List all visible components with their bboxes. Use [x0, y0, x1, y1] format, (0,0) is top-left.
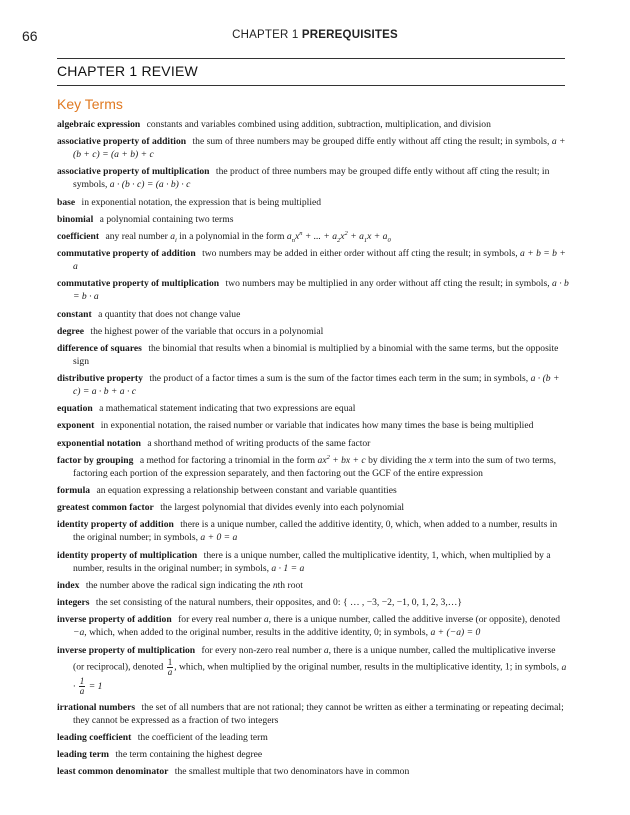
term-definition: the set consisting of the natural numbers, their opposites, and 0: [95, 596, 341, 608]
term-name: exponential notation [57, 437, 141, 449]
term-name: commutative property of multiplication [57, 278, 220, 290]
term-name: distributive property [57, 373, 143, 385]
term-name: identity property of multiplication [57, 549, 198, 561]
term-formula: a + (b + c) = (a + b) + c [73, 136, 566, 161]
term-name: leading coefficient [57, 731, 132, 743]
term-formula: a + (−a) = 0 [430, 627, 481, 639]
term-definition: the number above the radical sign indicating the [85, 579, 271, 591]
term-definition: , there is a unique number, called the multiplicative inverse (or reciprocal), denoted [73, 645, 556, 674]
term-entry [57, 230, 569, 243]
term-variable: n [272, 579, 278, 591]
term-entry [57, 402, 569, 415]
term-definition: constants and variables combined using addition, subtraction, multiplication, and division [146, 119, 491, 130]
term-entry [57, 372, 569, 398]
term-entry [57, 765, 569, 778]
term-entry [57, 118, 569, 131]
term-definition: for every non-zero real number [201, 645, 322, 657]
term-entry [57, 549, 569, 575]
fraction-one-over-a: $\frac{1}{a}$ [167, 657, 173, 678]
term-entry [57, 501, 569, 514]
term-definition: there is a unique number, called the multiplicative identity, 1, which, when multiplied by a number, results in the original number; in symbols, [73, 549, 551, 574]
running-header [0, 28, 630, 48]
term-entry: index the number above the radical sign indicating the nth root [57, 579, 303, 591]
term-name: least common denominator [57, 766, 169, 778]
term-definition: in exponential notation, the expression that is being multiplied [81, 196, 322, 208]
term-definition: for every real number [178, 614, 262, 626]
term-name: degree [57, 325, 84, 337]
term-name: greatest common factor [57, 502, 154, 514]
term-definition: a method for factoring a trinomial in the form [139, 454, 316, 466]
term-definition: an equation expressing a relationship between constant and variable quantities [96, 485, 397, 496]
term-name: irrational numbers [57, 701, 136, 713]
term-definition: the coefficient of the leading term [137, 731, 268, 743]
term-entry [57, 165, 569, 191]
key-terms-list [57, 118, 569, 782]
term-definition: , which, when added to the original number, results in the additive identity, 0; in symbols, [84, 627, 429, 639]
term-definition: by dividing the [368, 454, 427, 466]
section-header [57, 58, 565, 86]
term-entry [57, 437, 569, 450]
term-name: equation [57, 403, 93, 415]
term-definition: a shorthand method of writing products of the same factor [147, 437, 371, 449]
chapter-title: PREREQUISITES [301, 29, 398, 41]
term-definition: the product of a factor times a sum is the sum of the factor times each term in the sum; in symbols, [149, 373, 529, 385]
term-entry [57, 247, 569, 273]
term-definition: a quantity that does not change value [98, 308, 241, 320]
term-name: index [57, 579, 80, 591]
term-formula: a · $\frac{1}{a}$ = 1 [73, 662, 567, 697]
term-formula: $ax^2$ + bx + c [317, 453, 366, 466]
term-definition: in exponential notation, the raised number or variable that indicates how many times the base is being multiplied [100, 420, 534, 432]
term-definition: any real number [105, 230, 168, 242]
term-formula: { … , −3, −2, −1, 0, 1, 2, 3,…} [342, 596, 462, 608]
term-entry [57, 419, 569, 432]
term-entry [57, 731, 569, 744]
term-definition: the set of all numbers that are not rational; they cannot be written as either a terminating or repeating decimal; they cannot be expressed as a fraction of two integers [73, 701, 564, 726]
term-definition: there is a unique number, called the additive identity, 0, which, when added to a number, results in the original number; in symbols, [73, 519, 558, 544]
term-definition: the term containing the highest degree [115, 748, 263, 760]
term-name: constant [57, 308, 92, 320]
term-entry [57, 342, 569, 368]
term-definition: root [287, 579, 303, 591]
term-definition: the highest power of the variable that occurs in a polynomial [90, 325, 324, 337]
term-entry [57, 613, 569, 639]
term-definition: , there is a unique number, called the additive inverse (or opposite), denoted [268, 614, 561, 626]
key-terms-heading: Key Terms [57, 96, 123, 112]
term-variable: x [428, 454, 433, 466]
term-name: leading term [57, 748, 109, 760]
term-name: inverse property of addition [57, 614, 172, 626]
term-entry [57, 196, 569, 209]
term-formula: $a_i$ [170, 230, 177, 244]
term-name: coefficient [57, 230, 100, 242]
term-name: associative property of addition [57, 136, 187, 148]
term-definition: a polynomial containing two terms [99, 213, 234, 225]
term-entry [57, 135, 569, 161]
term-variable: a [263, 614, 269, 626]
term-entry [57, 484, 569, 497]
term-name: algebraic expression [57, 119, 141, 130]
term-variable: a [323, 645, 329, 657]
term-name: inverse property of multiplication [57, 645, 196, 657]
term-name: difference of squares [57, 342, 142, 354]
chapter-label [0, 29, 630, 41]
term-entry [57, 213, 569, 226]
term-definition: the sum of three numbers may be grouped diffe ently without aff cting the result; in symbols, [192, 136, 550, 148]
term-definition: term into the sum of two terms, factoring each portion of the expression separately, and then factoring out the GCF of the entire expression [73, 454, 556, 479]
term-name: associative property of multiplication [57, 166, 210, 178]
term-definition: two numbers may be multiplied in any order without aff cting the result; in symbols, [225, 278, 550, 290]
term-definition: the binomial that results when a binomial is multiplied by a binomial with the same terms, but the opposite sign [73, 342, 559, 367]
term-definition: in a polynomial in the form [179, 230, 285, 242]
term-entry [57, 454, 569, 480]
section-title: CHAPTER 1 REVIEW [57, 63, 198, 79]
term-name: commutative property of addition [57, 248, 196, 260]
term-name: integers [57, 596, 90, 608]
chapter-number: CHAPTER 1 [232, 29, 299, 41]
term-formula: a + b = b + a [73, 248, 566, 273]
term-name: base [57, 196, 76, 208]
term-formula: a · (b + c) = a · b + a · c [73, 373, 560, 398]
term-name: factor by grouping [57, 454, 134, 466]
page-number: 66 [22, 28, 38, 44]
term-entry [57, 308, 569, 321]
term-entry [57, 643, 569, 696]
term-definition: two numbers may be added in either order without aff cting the result; in symbols, [202, 248, 518, 260]
term-entry [57, 325, 569, 338]
term-name: formula [57, 485, 91, 496]
term-name: binomial [57, 213, 94, 225]
term-entry [57, 748, 569, 761]
term-definition: the largest polynomial that divides evenly into each polynomial [160, 502, 405, 514]
term-definition: the product of three numbers may be grouped diffe ently without aff cting the result; in symbols, [73, 166, 550, 191]
term-definition: the smallest multiple that two denominators have in common [174, 766, 410, 778]
term-name: exponent [57, 420, 95, 432]
term-formula: a · b = b · a [73, 278, 569, 303]
term-definition: a mathematical statement indicating that two expressions are equal [99, 403, 356, 415]
term-formula: a · (b · c) = (a · b) · c [109, 179, 191, 191]
term-formula: $a_nx^n$ + ... + $a_2x^2 + a_1x + a_0$ [286, 229, 391, 244]
term-formula: a + 0 = a [200, 532, 238, 544]
term-entry [57, 701, 569, 727]
term-formula: a · 1 = a [271, 562, 305, 574]
term-variable: −a [73, 627, 85, 639]
term-entry [57, 596, 569, 609]
term-entry [57, 277, 569, 303]
term-definition: , which, when multiplied by the original number, results in the multiplicative identity, 1; in symbols, [174, 662, 560, 674]
term-entry [57, 518, 569, 544]
term-name: identity property of addition [57, 519, 174, 531]
